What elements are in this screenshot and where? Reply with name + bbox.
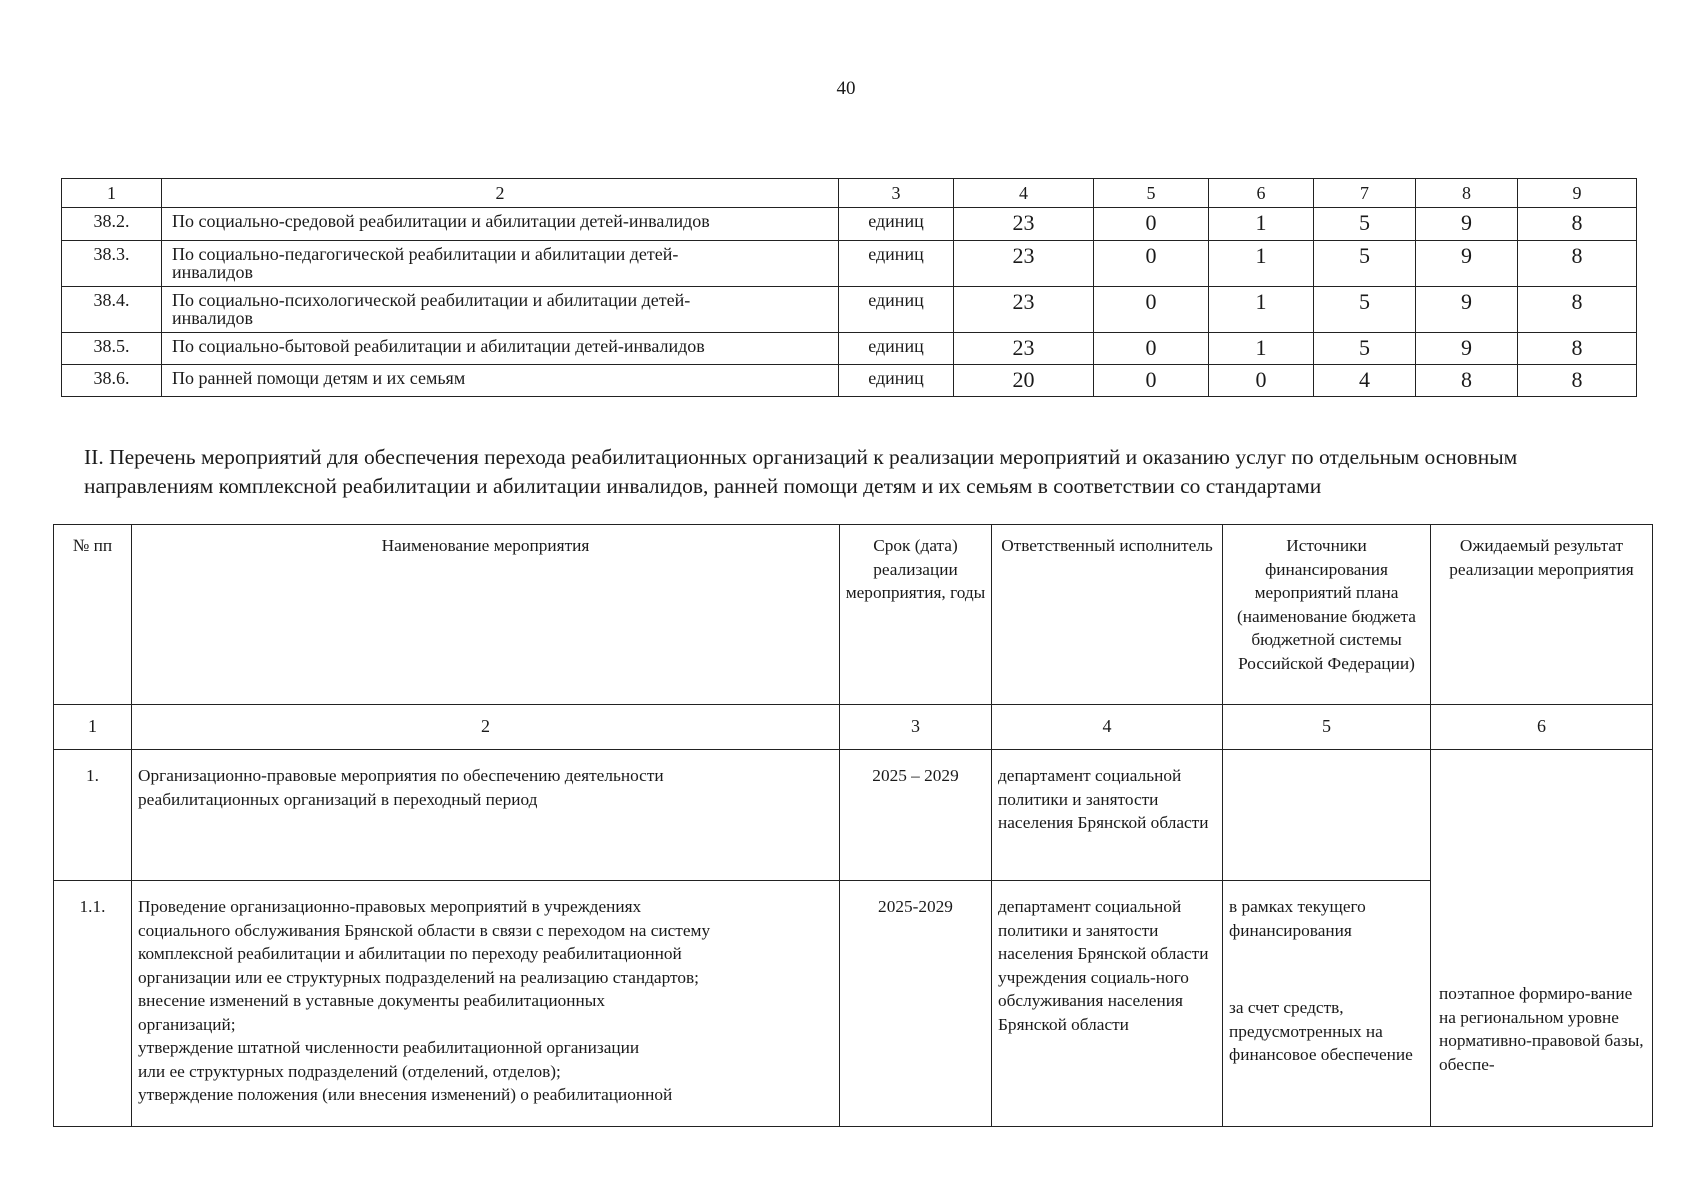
row-value: 0 <box>1094 333 1209 365</box>
row-name-line: организаций; <box>138 1014 236 1034</box>
row-name: Организационно-правовые мероприятия по обеспечению деятельности реабилитационных организаций в переходный период <box>132 750 840 881</box>
row-name-line: Проведение организационно-правовых мероприятий в учреждениях <box>138 897 642 916</box>
row-name-line: социального обслуживания Брянской области в связи с переходом на систему <box>138 920 711 940</box>
col-number: 3 <box>839 179 954 208</box>
row-value: 23 <box>954 241 1094 287</box>
row-value: 0 <box>1094 241 1209 287</box>
table-header-row <box>62 179 1637 208</box>
row-term: 2025-2029 <box>840 881 992 1127</box>
indicators-table <box>61 178 1637 397</box>
table-row <box>54 750 1653 881</box>
row-value: 8 <box>1518 241 1637 287</box>
row-value: 5 <box>1314 333 1416 365</box>
row-number: 1.1. <box>54 881 132 1127</box>
row-number: 38.3. <box>62 241 162 287</box>
executor-institutions: учреждения социаль-ного обслуживания населения Брянской области <box>998 967 1189 1034</box>
header-executor: Ответственный исполнитель <box>992 525 1223 705</box>
measures-table <box>53 524 1653 1127</box>
column-numbers-row <box>54 705 1653 750</box>
col-number: 8 <box>1416 179 1518 208</box>
table-row <box>62 208 1637 241</box>
col-number: 6 <box>1431 705 1653 750</box>
row-source <box>1223 750 1431 881</box>
col-number: 6 <box>1209 179 1314 208</box>
row-value: 8 <box>1518 365 1637 397</box>
header-result: Ожидаемый результат реализации мероприятия <box>1431 525 1653 705</box>
row-name-line: или ее структурных подразделений (отделений, отделов); <box>138 1061 561 1081</box>
table-row <box>54 881 1653 1127</box>
row-value: 9 <box>1416 241 1518 287</box>
row-value: 23 <box>954 287 1094 333</box>
row-name: По ранней помощи детям и их семьям <box>162 365 839 397</box>
row-value: 0 <box>1094 208 1209 241</box>
row-name: По социально-педагогической реабилитации и абилитации детей-инвалидов <box>162 241 839 287</box>
row-term: 2025 – 2029 <box>840 750 992 881</box>
row-value: 8 <box>1518 287 1637 333</box>
row-number: 38.2. <box>62 208 162 241</box>
row-source <box>1223 881 1431 1127</box>
row-unit: единиц <box>839 287 954 333</box>
row-value: 1 <box>1209 333 1314 365</box>
col-number: 7 <box>1314 179 1416 208</box>
row-value: 0 <box>1094 287 1209 333</box>
result-text: поэтапное формиро-вание на региональном уровне нормативно-правовой базы, обеспе- <box>1439 984 1644 1074</box>
col-number: 4 <box>992 705 1223 750</box>
row-value: 5 <box>1314 208 1416 241</box>
row-number: 1. <box>54 750 132 881</box>
col-number: 2 <box>132 705 840 750</box>
row-value: 9 <box>1416 287 1518 333</box>
row-value: 23 <box>954 333 1094 365</box>
row-name-line: комплексной реабилитации и абилитации по переходу реабилитационной <box>138 944 682 963</box>
row-name-line: организации или ее структурных подразделений на реализацию стандартов; <box>138 967 699 987</box>
col-number: 9 <box>1518 179 1637 208</box>
row-value: 9 <box>1416 333 1518 365</box>
col-number: 3 <box>840 705 992 750</box>
row-value: 4 <box>1314 365 1416 397</box>
row-value: 5 <box>1314 241 1416 287</box>
row-name <box>132 881 840 1127</box>
col-number: 4 <box>954 179 1094 208</box>
row-value: 1 <box>1209 287 1314 333</box>
row-result <box>1431 750 1653 1127</box>
header-term: Срок (дата) реализации мероприятия, годы <box>840 525 992 705</box>
row-name: По социально-психологической реабилитации и абилитации детей-инвалидов <box>162 287 839 333</box>
row-unit: единиц <box>839 365 954 397</box>
row-value: 1 <box>1209 241 1314 287</box>
row-number: 38.6. <box>62 365 162 397</box>
table-row <box>62 365 1637 397</box>
row-value: 8 <box>1518 333 1637 365</box>
row-value: 0 <box>1209 365 1314 397</box>
header-num: № пп <box>54 525 132 705</box>
col-number: 5 <box>1094 179 1209 208</box>
row-value: 23 <box>954 208 1094 241</box>
col-number: 1 <box>62 179 162 208</box>
row-value: 8 <box>1416 365 1518 397</box>
row-number: 38.5. <box>62 333 162 365</box>
row-unit: единиц <box>839 333 954 365</box>
row-executor <box>992 881 1223 1127</box>
row-value: 5 <box>1314 287 1416 333</box>
row-unit: единиц <box>839 208 954 241</box>
source-current: в рамках текущего финансирования <box>1229 897 1366 940</box>
executor-department: департамент социальной политики и занятости населения Брянской области <box>998 897 1209 963</box>
source-funds: за счет средств, предусмотренных на финансовое обеспечение <box>1229 998 1413 1064</box>
header-source: Источники финансирования мероприятий плана (наименование бюджета бюджетной системы Российской Федерации) <box>1223 525 1431 705</box>
col-number: 5 <box>1223 705 1431 750</box>
table-row <box>62 333 1637 365</box>
row-value: 0 <box>1094 365 1209 397</box>
row-value: 1 <box>1209 208 1314 241</box>
col-number: 1 <box>54 705 132 750</box>
row-unit: единиц <box>839 241 954 287</box>
header-name: Наименование мероприятия <box>132 525 840 705</box>
row-name-line: утверждение положения (или внесения изменений) о реабилитационной <box>138 1085 673 1104</box>
row-name-line: утверждение штатной численности реабилитационной организации <box>138 1038 640 1057</box>
col-number: 2 <box>162 179 839 208</box>
row-name: По социально-бытовой реабилитации и абилитации детей-инвалидов <box>162 333 839 365</box>
section-title: II. Перечень мероприятий для обеспечения перехода реабилитационных организаций к реализации мероприятий и оказанию услуг по отдельным основным направлениям комплексной реабилитации и абилитации инвалидов, ранней помощи детям и их семьям в соответствии со стандартами <box>84 445 1518 498</box>
row-number: 38.4. <box>62 287 162 333</box>
row-value: 20 <box>954 365 1094 397</box>
row-name-line: внесение изменений в уставные документы реабилитационных <box>138 991 605 1010</box>
page-number: 40 <box>836 78 856 99</box>
table-row <box>62 287 1637 333</box>
table-header-row <box>54 525 1653 705</box>
row-value: 8 <box>1518 208 1637 241</box>
row-name: По социально-средовой реабилитации и абилитации детей-инвалидов <box>162 208 839 241</box>
row-value: 9 <box>1416 208 1518 241</box>
table-row <box>62 241 1637 287</box>
row-executor: департамент социальной политики и занятости населения Брянской области <box>992 750 1223 881</box>
